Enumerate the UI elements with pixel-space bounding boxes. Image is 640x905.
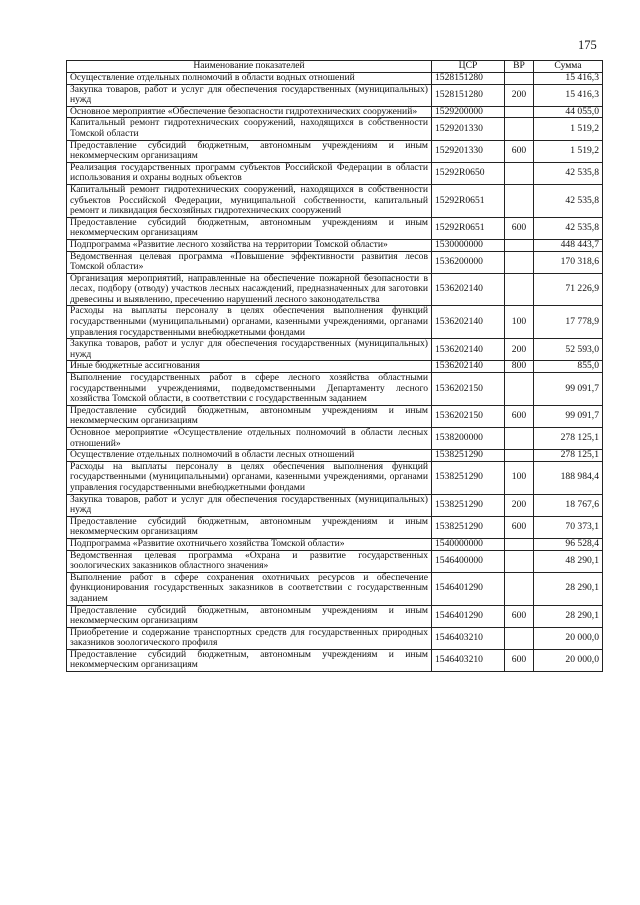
table-header-row bbox=[67, 61, 603, 73]
row-vr: 600 bbox=[505, 405, 534, 427]
row-amount: 48 290,1 bbox=[534, 550, 603, 572]
table-row bbox=[67, 306, 603, 339]
table-row bbox=[67, 217, 603, 239]
row-vr bbox=[505, 373, 534, 406]
row-vr bbox=[505, 450, 534, 462]
row-vr bbox=[505, 73, 534, 85]
row-code: 1530000000 bbox=[432, 239, 505, 251]
row-code: 1538251290 bbox=[432, 461, 505, 494]
row-amount: 42 535,8 bbox=[534, 217, 603, 239]
header-code: ЦСР bbox=[432, 61, 505, 73]
table-row bbox=[67, 516, 603, 538]
row-vr bbox=[505, 239, 534, 251]
row-code: 1536202150 bbox=[432, 405, 505, 427]
row-name: Реализация государственных программ субъектов Российской Федерации в области использования и охраны водных объектов bbox=[67, 162, 432, 184]
table-row bbox=[67, 339, 603, 361]
row-name: Капитальный ремонт гидротехнических сооружений, находящихся в собственности Томской области bbox=[67, 118, 432, 140]
row-name: Закупка товаров, работ и услуг для обеспечения государственных (муниципальных) нужд bbox=[67, 339, 432, 361]
row-name: Предоставление субсидий бюджетным, автономным учреждениям и иным некоммерческим организациям bbox=[67, 605, 432, 627]
table-row bbox=[67, 84, 603, 106]
row-amount: 855,0 bbox=[534, 361, 603, 373]
row-code: 1536202140 bbox=[432, 273, 505, 306]
table-row bbox=[67, 273, 603, 306]
row-amount: 99 091,7 bbox=[534, 373, 603, 406]
row-code: 1538251290 bbox=[432, 450, 505, 462]
row-amount: 188 984,4 bbox=[534, 461, 603, 494]
row-amount: 1 519,2 bbox=[534, 140, 603, 162]
table-row bbox=[67, 572, 603, 605]
row-vr bbox=[505, 251, 534, 273]
row-name: Капитальный ремонт гидротехнических сооружений, находящихся в собственности субъектов Российской Федерации, муниципальной собственности, капитальный ремонт и ликвидация бесхозяйных гидротехнических сооружений bbox=[67, 184, 432, 217]
row-amount: 20 000,0 bbox=[534, 649, 603, 671]
table-row bbox=[67, 184, 603, 217]
row-vr: 600 bbox=[505, 140, 534, 162]
row-name: Основное мероприятие «Осуществление отдельных полномочий в области лесных отношений» bbox=[67, 428, 432, 450]
row-code: 1546401290 bbox=[432, 605, 505, 627]
row-amount: 28 290,1 bbox=[534, 605, 603, 627]
row-amount: 15 416,3 bbox=[534, 73, 603, 85]
row-name: Предоставление субсидий бюджетным, автономным учреждениям и иным некоммерческим организациям bbox=[67, 516, 432, 538]
table-row bbox=[67, 73, 603, 85]
row-vr bbox=[505, 428, 534, 450]
row-vr: 600 bbox=[505, 217, 534, 239]
row-code: 1538251290 bbox=[432, 516, 505, 538]
row-code: 1528151280 bbox=[432, 84, 505, 106]
row-amount: 18 767,6 bbox=[534, 494, 603, 516]
table-row bbox=[67, 118, 603, 140]
table-row bbox=[67, 461, 603, 494]
row-name: Ведомственная целевая программа «Повышение эффективности развития лесов Томской области» bbox=[67, 251, 432, 273]
table-body bbox=[67, 73, 603, 672]
row-code: 1546403210 bbox=[432, 649, 505, 671]
row-name: Закупка товаров, работ и услуг для обеспечения государственных (муниципальных) нужд bbox=[67, 494, 432, 516]
row-name: Осуществление отдельных полномочий в области лесных отношений bbox=[67, 450, 432, 462]
table-row bbox=[67, 649, 603, 671]
row-code: 1540000000 bbox=[432, 538, 505, 550]
row-name: Организация мероприятий, направленные на обеспечение пожарной безопасности в лесах, подбору (отводу) участков лесных насаждений, предназначенных для заготовки древесины и выявлению, пресечению нарушений лесного законодательства bbox=[67, 273, 432, 306]
row-amount: 42 535,8 bbox=[534, 184, 603, 217]
row-amount: 278 125,1 bbox=[534, 450, 603, 462]
row-amount: 278 125,1 bbox=[534, 428, 603, 450]
row-name: Предоставление субсидий бюджетным, автономным учреждениям и иным некоммерческим организациям bbox=[67, 217, 432, 239]
row-name: Осуществление отдельных полномочий в области водных отношений bbox=[67, 73, 432, 85]
row-amount: 448 443,7 bbox=[534, 239, 603, 251]
row-vr: 800 bbox=[505, 361, 534, 373]
row-vr: 200 bbox=[505, 84, 534, 106]
table-row bbox=[67, 106, 603, 118]
row-code: 15292R0650 bbox=[432, 162, 505, 184]
row-vr bbox=[505, 550, 534, 572]
row-amount: 44 055,0 bbox=[534, 106, 603, 118]
row-code: 1536202150 bbox=[432, 373, 505, 406]
row-name: Подпрограмма «Развитие лесного хозяйства на территории Томской области» bbox=[67, 239, 432, 251]
row-amount: 52 593,0 bbox=[534, 339, 603, 361]
row-name: Ведомственная целевая программа «Охрана и развитие государственных зоологических заказников областного значения» bbox=[67, 550, 432, 572]
header-name: Наименование показателей bbox=[67, 61, 432, 73]
row-code: 1538200000 bbox=[432, 428, 505, 450]
row-name: Приобретение и содержание транспортных средств для государственных природных заказников зоологического профиля bbox=[67, 627, 432, 649]
row-amount: 17 778,9 bbox=[534, 306, 603, 339]
row-vr: 100 bbox=[505, 461, 534, 494]
table-row bbox=[67, 605, 603, 627]
header-amount: Сумма bbox=[534, 61, 603, 73]
row-code: 15292R0651 bbox=[432, 184, 505, 217]
page-number: 175 bbox=[578, 38, 597, 52]
table-row bbox=[67, 550, 603, 572]
row-name: Иные бюджетные ассигнования bbox=[67, 361, 432, 373]
row-name: Предоставление субсидий бюджетным, автономным учреждениям и иным некоммерческим организациям bbox=[67, 140, 432, 162]
row-code: 1529201330 bbox=[432, 140, 505, 162]
row-name: Расходы на выплаты персоналу в целях обеспечения выполнения функций государственными (муниципальными) органами, казенными учреждениями, органами управления государственными внебюджетными фондами bbox=[67, 306, 432, 339]
row-name: Расходы на выплаты персоналу в целях обеспечения выполнения функций государственными (муниципальными) органами, казенными учреждениями, органами управления государственными внебюджетными фондами bbox=[67, 461, 432, 494]
table-row bbox=[67, 450, 603, 462]
row-amount: 42 535,8 bbox=[534, 162, 603, 184]
table-row bbox=[67, 239, 603, 251]
row-amount: 28 290,1 bbox=[534, 572, 603, 605]
table-row bbox=[67, 140, 603, 162]
row-code: 1529201330 bbox=[432, 118, 505, 140]
row-code: 1546401290 bbox=[432, 572, 505, 605]
row-code: 1536200000 bbox=[432, 251, 505, 273]
row-vr bbox=[505, 184, 534, 217]
row-vr bbox=[505, 572, 534, 605]
row-vr: 200 bbox=[505, 494, 534, 516]
row-amount: 99 091,7 bbox=[534, 405, 603, 427]
row-name: Выполнение работ в сфере сохранения охотничьих ресурсов и обеспечение функционирования государственных заказников в соответствии с государственным заданием bbox=[67, 572, 432, 605]
table-row bbox=[67, 538, 603, 550]
row-amount: 15 416,3 bbox=[534, 84, 603, 106]
row-amount: 1 519,2 bbox=[534, 118, 603, 140]
row-vr bbox=[505, 118, 534, 140]
table-row bbox=[67, 373, 603, 406]
row-vr bbox=[505, 106, 534, 118]
table-row bbox=[67, 627, 603, 649]
row-amount: 71 226,9 bbox=[534, 273, 603, 306]
row-name: Предоставление субсидий бюджетным, автономным учреждениям и иным некоммерческим организациям bbox=[67, 405, 432, 427]
header-vr: ВР bbox=[505, 61, 534, 73]
row-vr: 600 bbox=[505, 649, 534, 671]
row-name: Основное мероприятие «Обеспечение безопасности гидротехнических сооружений» bbox=[67, 106, 432, 118]
table-row bbox=[67, 405, 603, 427]
table-row bbox=[67, 428, 603, 450]
row-code: 1528151280 bbox=[432, 73, 505, 85]
row-amount: 20 000,0 bbox=[534, 627, 603, 649]
budget-table bbox=[66, 60, 603, 672]
row-vr bbox=[505, 162, 534, 184]
row-vr bbox=[505, 627, 534, 649]
row-code: 1538251290 bbox=[432, 494, 505, 516]
row-vr bbox=[505, 273, 534, 306]
row-vr: 600 bbox=[505, 516, 534, 538]
row-name: Закупка товаров, работ и услуг для обеспечения государственных (муниципальных) нужд bbox=[67, 84, 432, 106]
table-row bbox=[67, 162, 603, 184]
row-amount: 70 373,1 bbox=[534, 516, 603, 538]
table-row bbox=[67, 251, 603, 273]
row-code: 1546403210 bbox=[432, 627, 505, 649]
row-name: Подпрограмма «Развитие охотничьего хозяйства Томской области» bbox=[67, 538, 432, 550]
row-amount: 96 528,4 bbox=[534, 538, 603, 550]
row-name: Выполнение государственных работ в сфере лесного хозяйства областными государственными учреждениями, подведомственными Департаменту лесного хозяйства Томской области, в соответствии с государственным заданием bbox=[67, 373, 432, 406]
table-row bbox=[67, 361, 603, 373]
row-vr bbox=[505, 538, 534, 550]
row-code: 1536202140 bbox=[432, 306, 505, 339]
row-amount: 170 318,6 bbox=[534, 251, 603, 273]
table-row bbox=[67, 494, 603, 516]
row-code: 1546400000 bbox=[432, 550, 505, 572]
row-code: 15292R0651 bbox=[432, 217, 505, 239]
row-name: Предоставление субсидий бюджетным, автономным учреждениям и иным некоммерческим организациям bbox=[67, 649, 432, 671]
row-code: 1536202140 bbox=[432, 339, 505, 361]
row-vr: 200 bbox=[505, 339, 534, 361]
row-code: 1536202140 bbox=[432, 361, 505, 373]
row-code: 1529200000 bbox=[432, 106, 505, 118]
row-vr: 100 bbox=[505, 306, 534, 339]
row-vr: 600 bbox=[505, 605, 534, 627]
